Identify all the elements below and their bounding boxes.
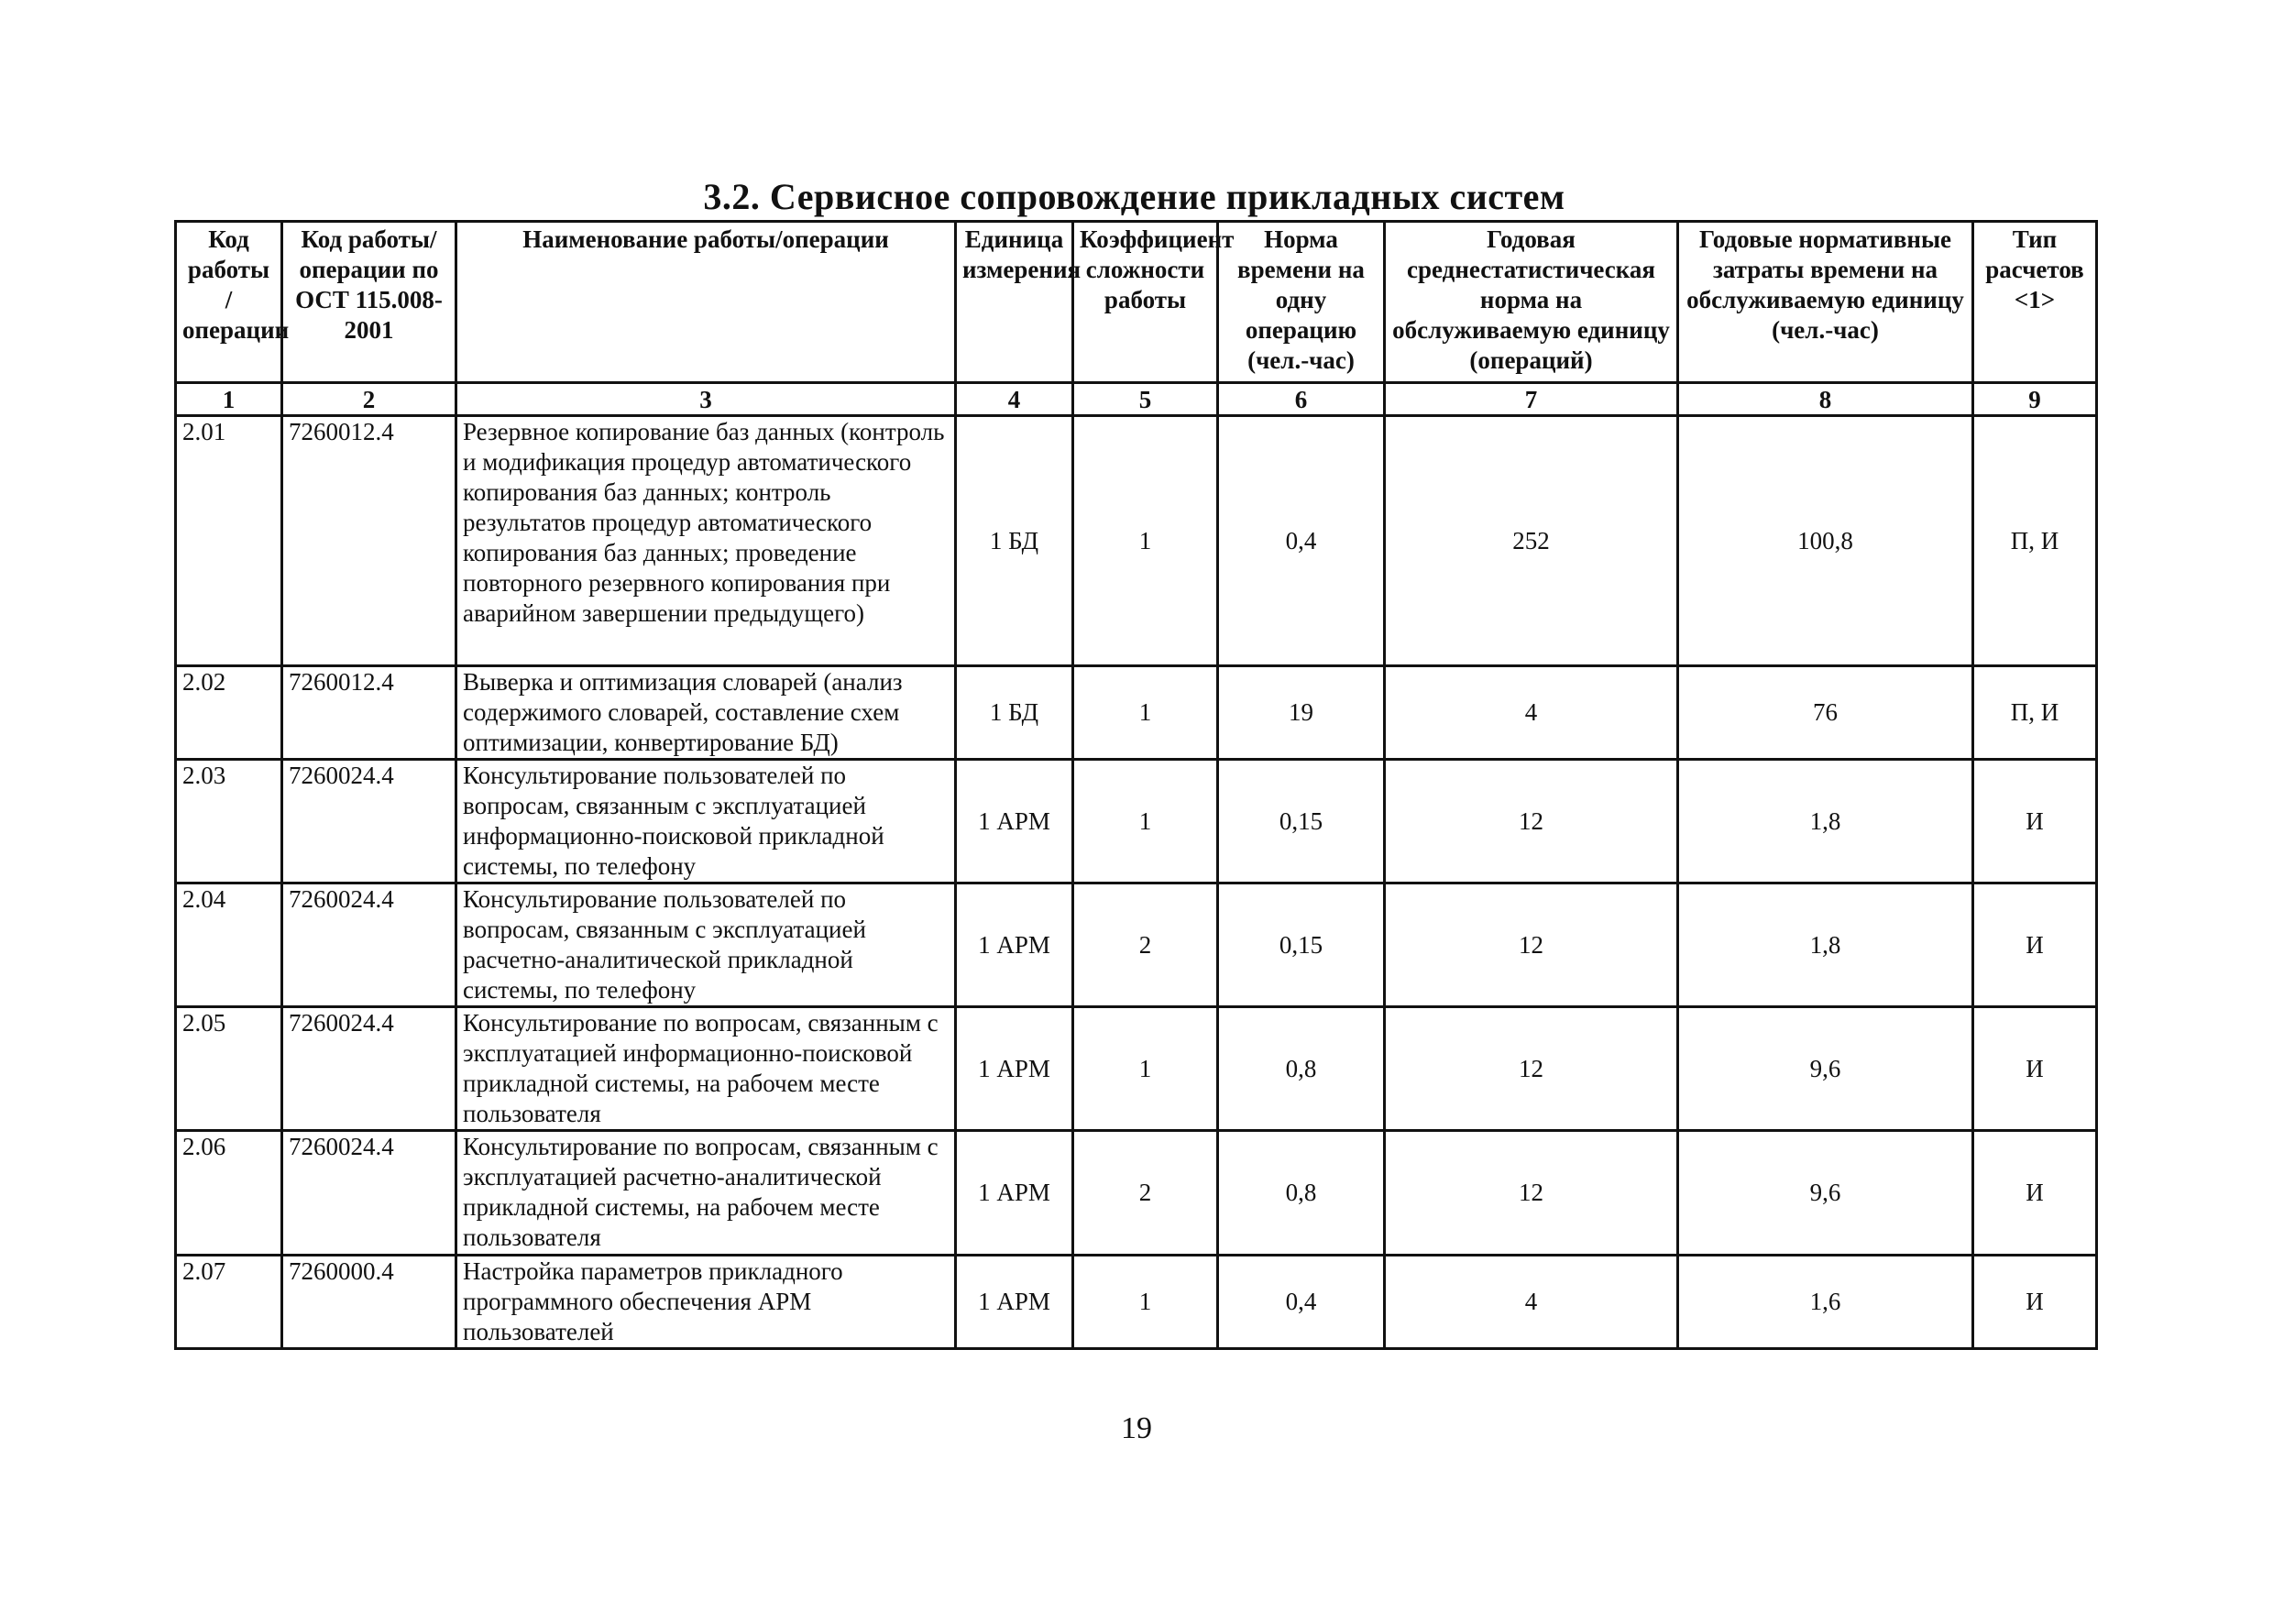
- column-number: 5: [1073, 383, 1218, 416]
- calc-type: П, И: [1973, 416, 2097, 666]
- ost-code: 7260000.4: [282, 1256, 456, 1349]
- time-norm: 0,8: [1218, 1007, 1385, 1131]
- column-number: 8: [1678, 383, 1973, 416]
- table-row: [176, 416, 2097, 666]
- table-row: [176, 1007, 2097, 1131]
- time-norm: 0,15: [1218, 760, 1385, 883]
- header-work-name: Наименование работы/операции: [456, 222, 956, 383]
- annual-cost: 9,6: [1678, 1131, 1973, 1256]
- annual-norm: 4: [1385, 1256, 1678, 1349]
- annual-norm: 12: [1385, 883, 1678, 1007]
- unit: 1 АРМ: [956, 883, 1073, 1007]
- unit: 1 АРМ: [956, 1256, 1073, 1349]
- header-annual-norm: Годовая среднестатистическая норма на обслуживаемую единицу (операций): [1385, 222, 1678, 383]
- coefficient: 2: [1073, 883, 1218, 1007]
- time-norm: 0,8: [1218, 1131, 1385, 1256]
- coefficient: 1: [1073, 760, 1218, 883]
- work-code: 2.05: [176, 1007, 282, 1131]
- annual-cost: 9,6: [1678, 1007, 1973, 1131]
- annual-cost: 1,8: [1678, 760, 1973, 883]
- calc-type: И: [1973, 760, 2097, 883]
- unit: 1 БД: [956, 416, 1073, 666]
- annual-norm: 252: [1385, 416, 1678, 666]
- calc-type: П, И: [1973, 666, 2097, 760]
- coefficient: 1: [1073, 1007, 1218, 1131]
- ost-code: 7260012.4: [282, 416, 456, 666]
- page-title: 3.2. Сервисное сопровождение прикладных систем: [703, 176, 1565, 217]
- ost-code: 7260024.4: [282, 1131, 456, 1256]
- calc-type: И: [1973, 1131, 2097, 1256]
- time-norm: 0,15: [1218, 883, 1385, 1007]
- work-code: 2.01: [176, 416, 282, 666]
- column-number: 3: [456, 383, 956, 416]
- unit: 1 АРМ: [956, 1007, 1073, 1131]
- work-name: Выверка и оптимизация словарей (анализ содержимого словарей, составление схем оптимизации, конвертирование БД): [456, 666, 956, 760]
- work-name: Консультирование по вопросам, связанным с эксплуатацией расчетно-аналитической прикладной системы, на рабочем месте пользователя: [456, 1131, 956, 1256]
- column-number-row: [176, 383, 2097, 416]
- column-number: 7: [1385, 383, 1678, 416]
- column-number: 6: [1218, 383, 1385, 416]
- column-number: 2: [282, 383, 456, 416]
- work-code: 2.02: [176, 666, 282, 760]
- table-row: [176, 1131, 2097, 1256]
- annual-cost: 1,6: [1678, 1256, 1973, 1349]
- table-row: [176, 666, 2097, 760]
- time-norm: 0,4: [1218, 416, 1385, 666]
- time-norm: 0,4: [1218, 1256, 1385, 1349]
- time-norm: 19: [1218, 666, 1385, 760]
- annual-cost: 76: [1678, 666, 1973, 760]
- work-code: 2.07: [176, 1256, 282, 1349]
- annual-norm: 12: [1385, 1007, 1678, 1131]
- work-name: Консультирование пользователей по вопросам, связанным с эксплуатацией информационно-поисковой прикладной системы, по телефону: [456, 760, 956, 883]
- unit: 1 АРМ: [956, 760, 1073, 883]
- table-row: [176, 1256, 2097, 1349]
- unit: 1 БД: [956, 666, 1073, 760]
- work-name: Консультирование пользователей по вопросам, связанным с эксплуатацией расчетно-аналитической прикладной системы, по телефону: [456, 883, 956, 1007]
- calc-type: И: [1973, 1256, 2097, 1349]
- annual-cost: 100,8: [1678, 416, 1973, 666]
- column-number: 9: [1973, 383, 2097, 416]
- work-name: Консультирование по вопросам, связанным с эксплуатацией информационно-поисковой прикладной системы, на рабочем месте пользователя: [456, 1007, 956, 1131]
- header-coefficient: Коэффициент сложности работы: [1073, 222, 1218, 383]
- annual-norm: 12: [1385, 760, 1678, 883]
- coefficient: 1: [1073, 1256, 1218, 1349]
- header-calc-type: Тип расчетов <1>: [1973, 222, 2097, 383]
- unit: 1 АРМ: [956, 1131, 1073, 1256]
- header-unit: Единица измерения: [956, 222, 1073, 383]
- ost-code: 7260024.4: [282, 1007, 456, 1131]
- ost-code: 7260012.4: [282, 666, 456, 760]
- table-row: [176, 883, 2097, 1007]
- column-number: 4: [956, 383, 1073, 416]
- ost-code: 7260024.4: [282, 883, 456, 1007]
- work-code: 2.04: [176, 883, 282, 1007]
- header-ost-code: Код работы/операции по ОСТ 115.008-2001: [282, 222, 456, 383]
- work-code: 2.03: [176, 760, 282, 883]
- header-row: [176, 222, 2097, 383]
- calc-type: И: [1973, 1007, 2097, 1131]
- work-name: Резервное копирование баз данных (контроль и модификация процедур автоматического копирования баз данных; контроль результатов процедур автоматического копирования баз данных; проведение повторного резервного копирования при аварийном завершении предыдущего): [456, 416, 956, 666]
- work-name: Настройка параметров прикладного программного обеспечения АРМ пользователей: [456, 1256, 956, 1349]
- header-annual-cost: Годовые нормативные затраты времени на обслуживаемую единицу (чел.-час): [1678, 222, 1973, 383]
- table-row: [176, 760, 2097, 883]
- coefficient: 1: [1073, 666, 1218, 760]
- coefficient: 1: [1073, 416, 1218, 666]
- annual-norm: 4: [1385, 666, 1678, 760]
- header-work-code: Код работы /операции: [176, 222, 282, 383]
- header-time-norm: Норма времени на одну операцию (чел.-час): [1218, 222, 1385, 383]
- norms-table: [174, 220, 2098, 1350]
- annual-cost: 1,8: [1678, 883, 1973, 1007]
- annual-norm: 12: [1385, 1131, 1678, 1256]
- work-code: 2.06: [176, 1131, 282, 1256]
- column-number: 1: [176, 383, 282, 416]
- page-number: 19: [1121, 1411, 1152, 1445]
- coefficient: 2: [1073, 1131, 1218, 1256]
- calc-type: И: [1973, 883, 2097, 1007]
- ost-code: 7260024.4: [282, 760, 456, 883]
